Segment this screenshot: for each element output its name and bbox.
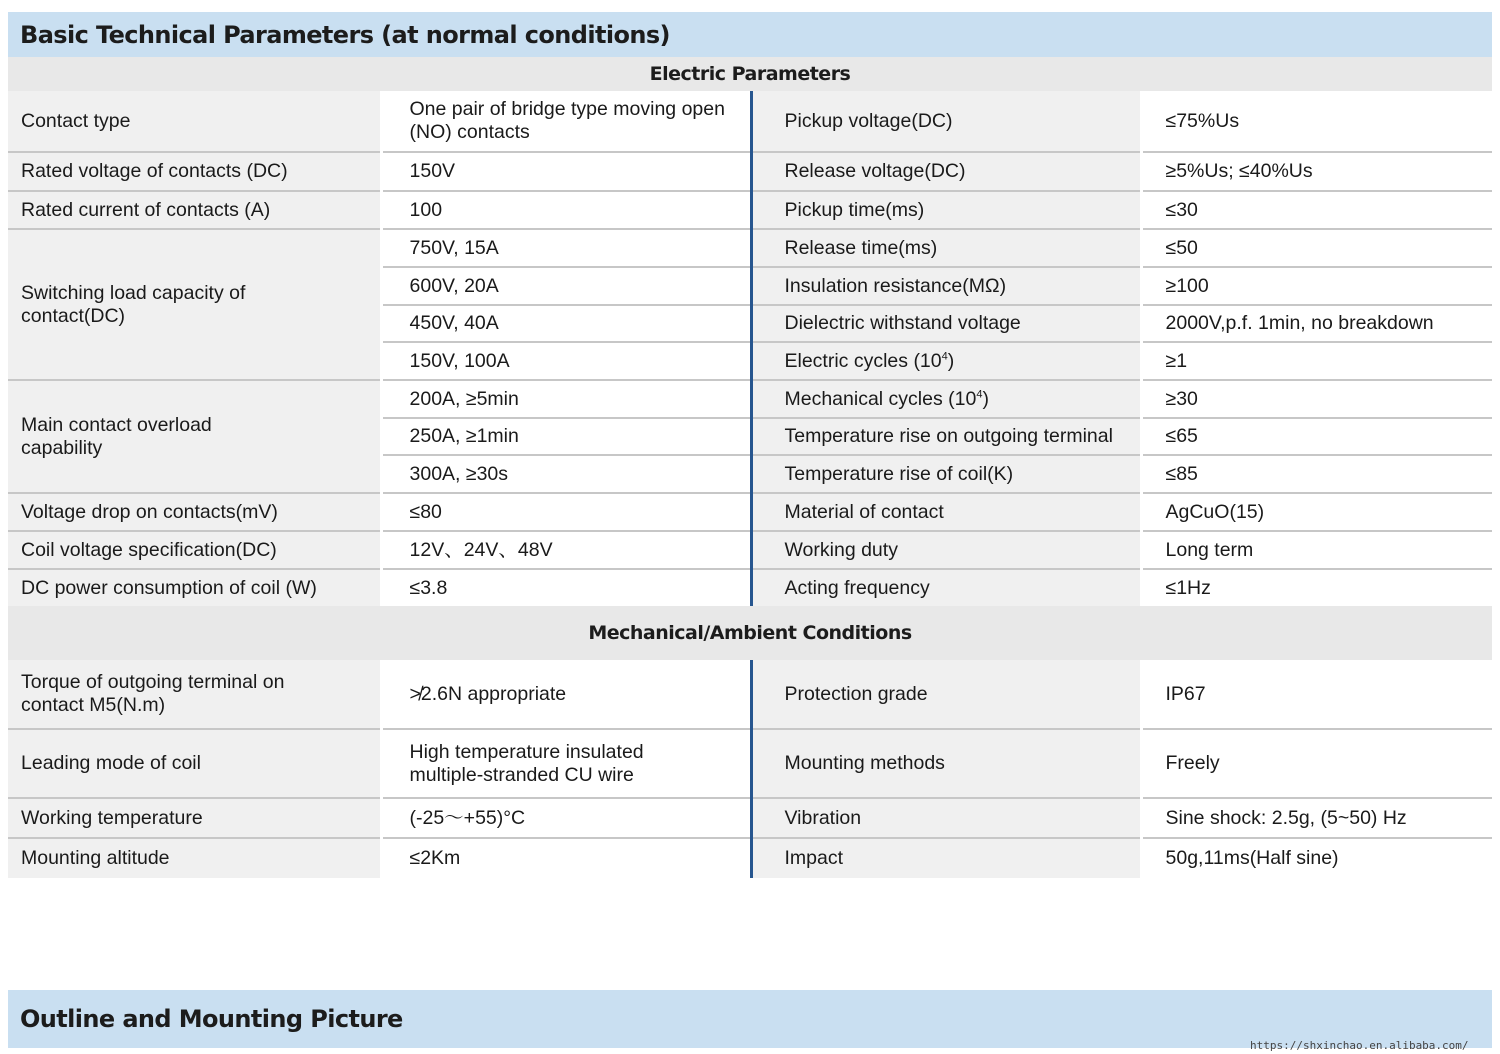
source-url: https://shxinchao.en.alibaba.com/ <box>1250 1039 1469 1052</box>
param-value: 2000V,p.f. 1min, no breakdown <box>1141 305 1492 342</box>
table-row <box>8 191 1492 229</box>
exponent: 4 <box>976 388 983 400</box>
param-label: Impact <box>751 838 1141 878</box>
mechanical-ambient-table <box>8 660 1492 878</box>
param-value: Sine shock: 2.5g, (5~50) Hz <box>1141 798 1492 838</box>
param-value: ≤85 <box>1141 455 1492 493</box>
param-label: Release voltage(DC) <box>751 152 1141 191</box>
param-label: Pickup time(ms) <box>751 191 1141 229</box>
param-value: ≥30 <box>1141 380 1492 418</box>
param-value: ≥100 <box>1141 267 1492 305</box>
param-label: Leading mode of coil <box>8 729 381 798</box>
param-value: Long term <box>1141 531 1492 569</box>
param-value: 50g,11ms(Half sine) <box>1141 838 1492 878</box>
electric-parameters-header: Electric Parameters <box>8 57 1492 91</box>
param-value: IP67 <box>1141 660 1492 729</box>
param-label: Torque of outgoing terminal on contact M5(N.m) <box>8 660 381 729</box>
param-value: Freely <box>1141 729 1492 798</box>
param-label <box>751 342 1141 380</box>
table-row <box>8 798 1492 838</box>
param-label: Acting frequency <box>751 569 1141 606</box>
param-label: Material of contact <box>751 493 1141 531</box>
param-label: Working duty <box>751 531 1141 569</box>
table-row <box>8 531 1492 569</box>
param-value: 100 <box>381 191 751 229</box>
param-value: ≤50 <box>1141 229 1492 267</box>
param-label: Switching load capacity of contact(DC) <box>8 229 381 380</box>
param-value: ≤75%Us <box>1141 91 1492 152</box>
param-label: Vibration <box>751 798 1141 838</box>
param-label: Dielectric withstand voltage <box>751 305 1141 342</box>
param-label-end: ) <box>982 387 989 410</box>
table-row <box>8 380 1492 418</box>
param-value: ≤1Hz <box>1141 569 1492 606</box>
table-row <box>8 729 1492 798</box>
param-label-text: Mechanical cycles (10 <box>784 387 977 410</box>
param-value: ≯2.6N appropriate <box>381 660 751 729</box>
param-label: Voltage drop on contacts(mV) <box>8 493 381 531</box>
param-label: Protection grade <box>751 660 1141 729</box>
param-label: Rated voltage of contacts (DC) <box>8 152 381 191</box>
param-label: Mounting methods <box>751 729 1141 798</box>
param-value: 250A, ≥1min <box>381 418 751 455</box>
param-value: ≤30 <box>1141 191 1492 229</box>
param-label: Rated current of contacts (A) <box>8 191 381 229</box>
param-value: 300A, ≥30s <box>381 455 751 493</box>
param-value: ≤3.8 <box>381 569 751 606</box>
mechanical-ambient-header: Mechanical/Ambient Conditions <box>8 606 1492 660</box>
param-label: Coil voltage specification(DC) <box>8 531 381 569</box>
param-value: One pair of bridge type moving open (NO) contacts <box>381 91 751 152</box>
param-label: Temperature rise on outgoing terminal <box>751 418 1141 455</box>
param-label: Contact type <box>8 91 381 152</box>
param-value: (-25～+55)°C <box>381 798 751 838</box>
param-value: 150V, 100A <box>381 342 751 380</box>
param-value: 450V, 40A <box>381 305 751 342</box>
param-label: Insulation resistance(MΩ) <box>751 267 1141 305</box>
param-value: ≥1 <box>1141 342 1492 380</box>
table-row <box>8 660 1492 729</box>
param-label: Pickup voltage(DC) <box>751 91 1141 152</box>
param-label: DC power consumption of coil (W) <box>8 569 381 606</box>
param-label: Working temperature <box>8 798 381 838</box>
param-value: ≤80 <box>381 493 751 531</box>
section-title-basic-parameters: Basic Technical Parameters (at normal conditions) <box>8 12 1492 57</box>
table-row <box>8 91 1492 152</box>
param-value: High temperature insulated multiple-stranded CU wire <box>381 729 751 798</box>
param-label-text: Electric cycles (10 <box>784 349 942 372</box>
param-value: ≤2Km <box>381 838 751 878</box>
param-value: 750V, 15A <box>381 229 751 267</box>
param-label: Main contact overload capability <box>8 380 381 493</box>
table-row <box>8 152 1492 191</box>
table-row <box>8 569 1492 606</box>
param-value: ≥5%Us; ≤40%Us <box>1141 152 1492 191</box>
param-label-end: ) <box>947 349 955 372</box>
param-value: 200A, ≥5min <box>381 380 751 418</box>
param-value: ≤65 <box>1141 418 1492 455</box>
param-label: Temperature rise of coil(K) <box>751 455 1141 493</box>
param-label <box>751 380 1141 418</box>
param-value: AgCuO(15) <box>1141 493 1492 531</box>
param-value: 600V, 20A <box>381 267 751 305</box>
table-row <box>8 229 1492 267</box>
exponent: 4 <box>941 350 948 362</box>
electric-parameters-table <box>8 91 1492 606</box>
param-value: 12V、24V、48V <box>381 531 751 569</box>
param-label: Mounting altitude <box>8 838 381 878</box>
param-label: Release time(ms) <box>751 229 1141 267</box>
table-row <box>8 838 1492 878</box>
section-title-outline-mounting: Outline and Mounting Picture <box>8 990 1492 1048</box>
table-row <box>8 493 1492 531</box>
param-value: 150V <box>381 152 751 191</box>
